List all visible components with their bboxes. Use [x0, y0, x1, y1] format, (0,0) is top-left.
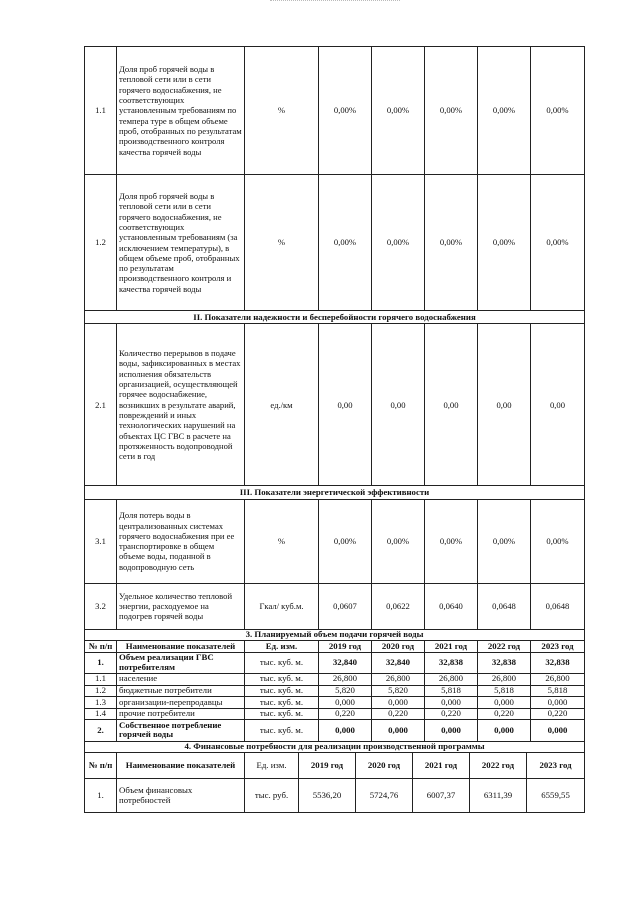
value-2020: 0,00	[372, 324, 425, 486]
row-description: Количество перерывов в подаче воды, зафиксированных в местах исполнения обязательств организацией, осуществляющей горячее водоснабжение, возникших в результате аварий, повреждений и иных технологических нарушений на объектах ЦС ГВС в расчете на протяженность водопроводной сети в год	[117, 324, 245, 486]
row-name: организации-перепродавцы	[117, 697, 245, 709]
value-2021: 0,220	[425, 708, 478, 720]
row-unit: тыс. куб. м.	[245, 720, 319, 741]
row-unit: тыс. куб. м.	[245, 673, 319, 685]
value-2019: 0,00	[319, 324, 372, 486]
row-unit: %	[245, 175, 319, 311]
value-2020: 0,00%	[372, 175, 425, 311]
value-2020: 5,820	[372, 685, 425, 697]
header-2023: 2023 год	[527, 753, 585, 779]
value-2019: 5,820	[319, 685, 372, 697]
value-2019: 5536,20	[299, 779, 356, 813]
header-unit: Ед. изм.	[245, 753, 299, 779]
value-2020: 0,000	[372, 697, 425, 709]
row-unit: тыс. руб.	[245, 779, 299, 813]
row-unit: тыс. куб. м.	[245, 685, 319, 697]
value-2023: 0,220	[531, 708, 585, 720]
table-row	[85, 673, 585, 685]
row-number: 1.4	[85, 708, 117, 720]
value-2022: 0,00%	[478, 499, 531, 583]
value-2021: 5,818	[425, 685, 478, 697]
value-2023: 0,000	[531, 720, 585, 741]
value-2021: 0,000	[425, 720, 478, 741]
value-2021: 6007,37	[413, 779, 470, 813]
value-2022: 0,000	[478, 697, 531, 709]
value-2020: 0,220	[372, 708, 425, 720]
row-number: 1.	[85, 779, 117, 813]
table-title: 4. Финансовые потребности для реализации производственной программы	[85, 741, 585, 753]
value-2019: 0,000	[319, 697, 372, 709]
row-name: население	[117, 673, 245, 685]
row-name: Объем реализации ГВС потребителям	[117, 652, 245, 673]
header-name: Наименование показателей	[117, 641, 245, 653]
table-row	[85, 175, 585, 311]
value-2022: 0,0648	[478, 583, 531, 629]
table-title: 3. Планируемый объем подачи горячей воды	[85, 629, 585, 641]
value-2021: 0,00%	[425, 175, 478, 311]
value-2020: 0,0622	[372, 583, 425, 629]
indicators-table	[84, 46, 585, 630]
row-description: Доля потерь воды в централизованных системах горячего водоснабжения при ее транспортировке в общем объеме воды, поданной в водопроводную сеть	[117, 499, 245, 583]
value-2021: 0,00	[425, 324, 478, 486]
value-2021: 26,800	[425, 673, 478, 685]
header-unit: Ед. изм.	[245, 641, 319, 653]
water-supply-volume-table	[84, 629, 585, 742]
value-2019: 0,00%	[319, 175, 372, 311]
value-2023: 0,00%	[531, 499, 585, 583]
header-num: № п/п	[85, 641, 117, 653]
value-2023: 26,800	[531, 673, 585, 685]
value-2022: 0,000	[478, 720, 531, 741]
row-name: Объем финансовых потребностей	[117, 779, 245, 813]
header-name: Наименование показателей	[117, 753, 245, 779]
header-2022: 2022 год	[470, 753, 527, 779]
row-number: 3.2	[85, 583, 117, 629]
section-title: III. Показатели энергетической эффективности	[85, 486, 585, 499]
row-name: прочие потребители	[117, 708, 245, 720]
row-number: 3.1	[85, 499, 117, 583]
table-row	[85, 779, 585, 813]
section-title: II. Показатели надежности и бесперебойности горячего водоснабжения	[85, 311, 585, 324]
row-unit: %	[245, 499, 319, 583]
value-2023: 6559,55	[527, 779, 585, 813]
row-unit: %	[245, 47, 319, 175]
value-2021: 0,0640	[425, 583, 478, 629]
value-2020: 26,800	[372, 673, 425, 685]
table-row	[85, 708, 585, 720]
value-2023: 0,000	[531, 697, 585, 709]
value-2019: 26,800	[319, 673, 372, 685]
header-2020: 2020 год	[372, 641, 425, 653]
value-2022: 5,818	[478, 685, 531, 697]
value-2020: 0,00%	[372, 499, 425, 583]
header-2019: 2019 год	[299, 753, 356, 779]
value-2023: 32,838	[531, 652, 585, 673]
value-2019: 0,00%	[319, 499, 372, 583]
row-number: 1.1	[85, 673, 117, 685]
table-row	[85, 720, 585, 741]
value-2021: 0,00%	[425, 47, 478, 175]
table-row	[85, 583, 585, 629]
value-2022: 0,00%	[478, 175, 531, 311]
value-2019: 0,0607	[319, 583, 372, 629]
row-number: 1.1	[85, 47, 117, 175]
row-unit: ед./км	[245, 324, 319, 486]
value-2022: 0,220	[478, 708, 531, 720]
value-2023: 0,0648	[531, 583, 585, 629]
value-2023: 0,00%	[531, 175, 585, 311]
row-name: Собственное потребление горячей воды	[117, 720, 245, 741]
value-2023: 0,00	[531, 324, 585, 486]
table-row	[85, 685, 585, 697]
header-2021: 2021 год	[413, 753, 470, 779]
table-row	[85, 499, 585, 583]
value-2023: 5,818	[531, 685, 585, 697]
header-num: № п/п	[85, 753, 117, 779]
section-row	[85, 311, 585, 324]
value-2019: 0,000	[319, 720, 372, 741]
row-number: 2.	[85, 720, 117, 741]
section-row	[85, 486, 585, 499]
table-row	[85, 324, 585, 486]
header-2019: 2019 год	[319, 641, 372, 653]
row-unit: Гкал/ куб.м.	[245, 583, 319, 629]
scan-top-mark	[270, 0, 400, 3]
table-row	[85, 47, 585, 175]
header-row	[85, 641, 585, 653]
row-name: бюджетные потребители	[117, 685, 245, 697]
value-2020: 5724,76	[356, 779, 413, 813]
value-2022: 0,00%	[478, 47, 531, 175]
value-2021: 0,00%	[425, 499, 478, 583]
row-number: 1.	[85, 652, 117, 673]
row-description: Доля проб горячей воды в тепловой сети или в сети горячего водоснабжения, не соответствующих установленным требованиям (за исключением температуры), в общем объеме проб, отобранных по результатам производственного контроля и качества горячей воды	[117, 175, 245, 311]
row-description: Доля проб горячей воды в тепловой сети или в сети горячего водоснабжения, не соответствующих установленным требованиям по темпера туре в общем объеме проб, отобранных по результатам производственного контроля качества горячей воды	[117, 47, 245, 175]
value-2021: 0,000	[425, 697, 478, 709]
value-2020: 0,00%	[372, 47, 425, 175]
value-2019: 32,840	[319, 652, 372, 673]
row-unit: тыс. куб. м.	[245, 652, 319, 673]
row-number: 1.2	[85, 685, 117, 697]
row-number: 1.3	[85, 697, 117, 709]
header-row	[85, 753, 585, 779]
financial-needs-table	[84, 741, 585, 814]
row-number: 1.2	[85, 175, 117, 311]
header-2022: 2022 год	[478, 641, 531, 653]
document-page	[84, 46, 584, 813]
value-2020: 0,000	[372, 720, 425, 741]
table-row	[85, 652, 585, 673]
value-2019: 0,00%	[319, 47, 372, 175]
table-row	[85, 697, 585, 709]
row-unit: тыс. куб. м.	[245, 708, 319, 720]
value-2022: 0,00	[478, 324, 531, 486]
value-2022: 26,800	[478, 673, 531, 685]
value-2023: 0,00%	[531, 47, 585, 175]
row-number: 2.1	[85, 324, 117, 486]
value-2022: 6311,39	[470, 779, 527, 813]
header-2020: 2020 год	[356, 753, 413, 779]
value-2021: 32,838	[425, 652, 478, 673]
row-description: Удельное количество тепловой энергии, расходуемое на подогрев горячей воды	[117, 583, 245, 629]
value-2019: 0,220	[319, 708, 372, 720]
row-unit: тыс. куб. м.	[245, 697, 319, 709]
header-2023: 2023 год	[531, 641, 585, 653]
value-2022: 32,838	[478, 652, 531, 673]
header-2021: 2021 год	[425, 641, 478, 653]
value-2020: 32,840	[372, 652, 425, 673]
